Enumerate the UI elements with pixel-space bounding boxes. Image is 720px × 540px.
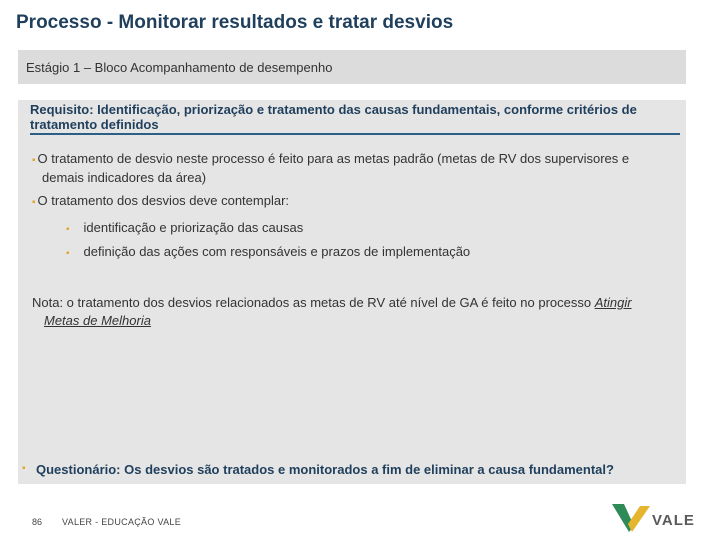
note-link-wrapper xyxy=(32,313,151,328)
page-title: Processo - Monitorar resultados e tratar desvios xyxy=(16,12,454,33)
footer-text: VALER - EDUCAÇÃO VALE xyxy=(62,517,181,527)
content-panel xyxy=(18,100,686,458)
bullet-icon: ▪ xyxy=(22,463,26,474)
sub-bullet-text: definição das ações com responsáveis e prazos de implementação xyxy=(83,244,471,259)
sub-bullet-text: identificação e priorização das causas xyxy=(83,220,304,235)
bullet-icon: ▪ xyxy=(66,248,70,259)
sub-bullet-item xyxy=(66,244,470,259)
note-text xyxy=(32,294,682,330)
process-link-atingir[interactable]: Atingir xyxy=(594,295,632,310)
bullet-text: O tratamento de desvio neste processo é feito para as metas padrão (metas de RV dos supervisores e xyxy=(37,151,630,166)
bullet-icon: ▪ xyxy=(66,224,70,235)
bullet-icon: ▪ xyxy=(32,155,36,166)
bullet-icon: ▪ xyxy=(32,197,36,208)
bullet-text: O tratamento dos desvios deve contemplar: xyxy=(37,193,290,208)
sub-bullet-item xyxy=(66,220,303,235)
question-text: Questionário: Os desvios são tratados e monitorados a fim de eliminar a causa fundamental? xyxy=(36,462,614,477)
note-prefix: Nota: o tratamento dos desvios relacionados as metas de RV até nível de GA é feito no processo xyxy=(32,295,595,310)
question-bar xyxy=(18,458,686,484)
bullet-item xyxy=(32,192,680,211)
requirement-heading: Requisito: Identificação, priorização e tratamento das causas fundamentais, conforme critérios de tratamento definidos xyxy=(30,102,680,135)
logo-text: VALE xyxy=(652,512,695,529)
stage-label: Estágio 1 – Bloco Acompanhamento de desempenho xyxy=(26,60,333,75)
bullet-item xyxy=(32,150,680,186)
stage-banner xyxy=(18,50,686,84)
process-link-metas[interactable]: Metas de Melhoria xyxy=(44,313,151,328)
bullet-text-continued: demais indicadores da área) xyxy=(42,170,207,185)
page-number: 86 xyxy=(32,517,43,527)
